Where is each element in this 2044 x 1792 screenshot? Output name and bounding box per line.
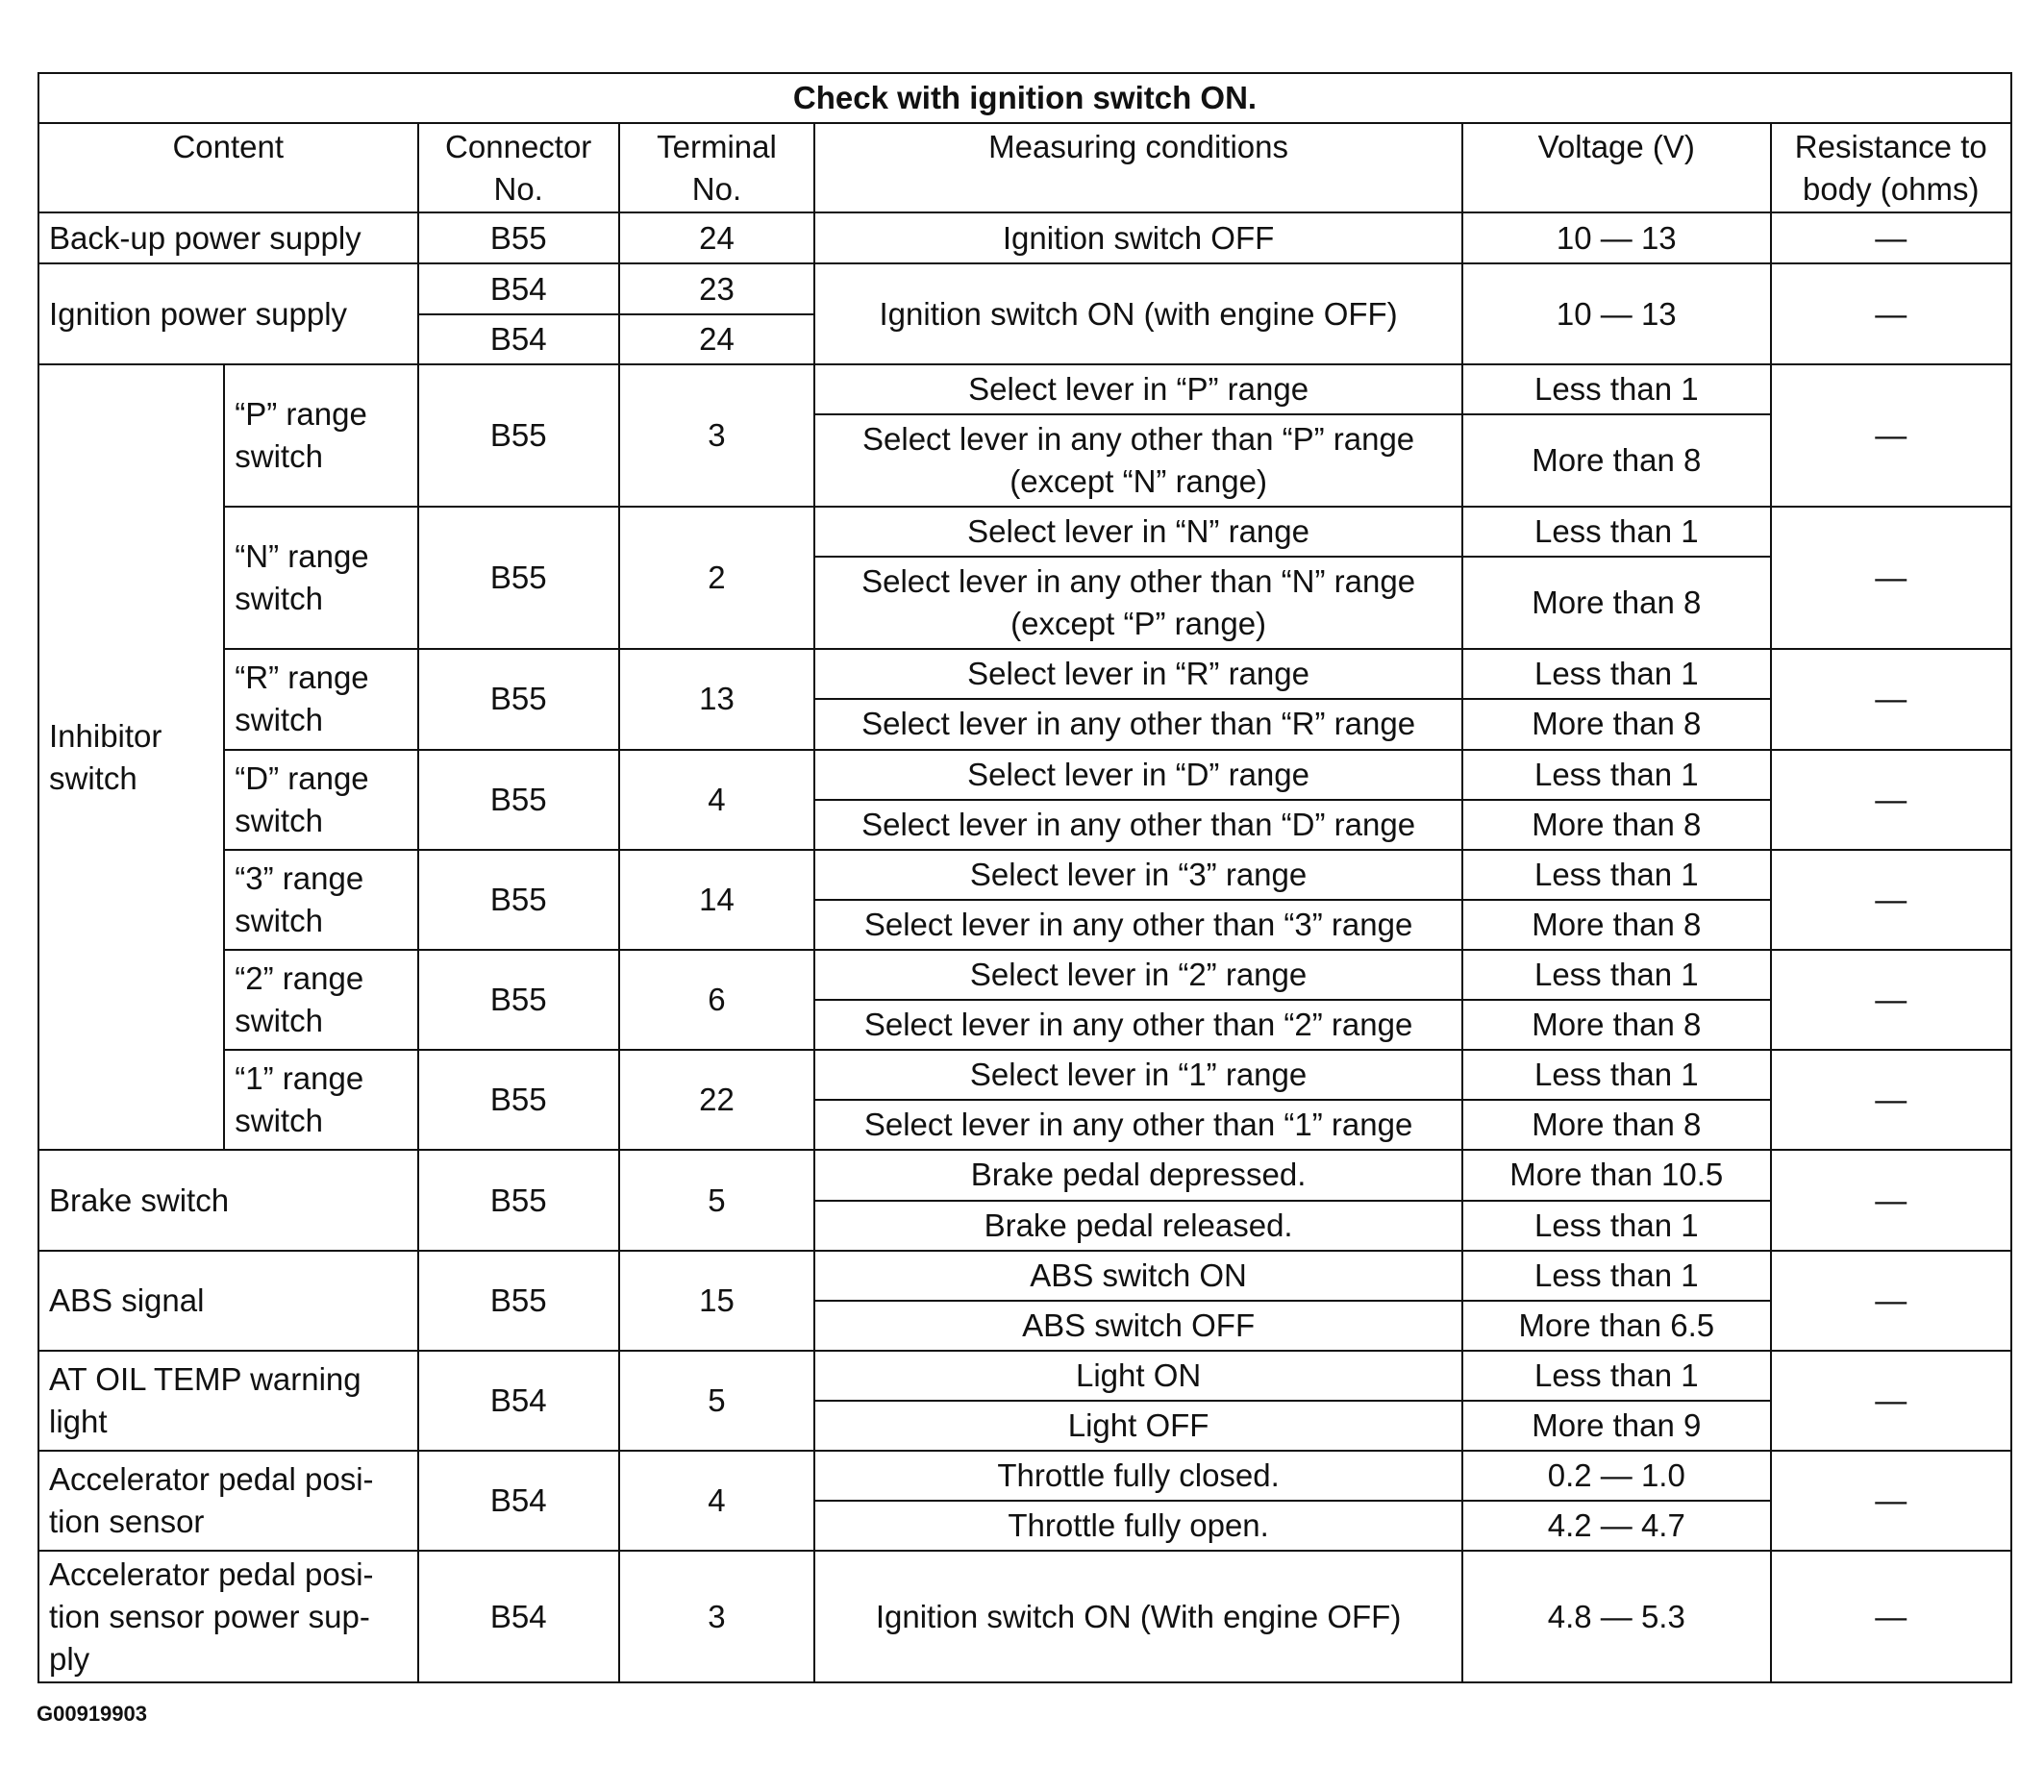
row-label: Accelerator pedal posi-tion sensor xyxy=(38,1451,418,1551)
terminal-cell: 2 xyxy=(619,507,814,649)
row-label: Accelerator pedal posi-tion sensor power sup-ply xyxy=(38,1551,418,1682)
connector-cell: B55 xyxy=(418,649,619,749)
resistance-cell: — xyxy=(1771,1551,2011,1682)
connector-cell: B55 xyxy=(418,750,619,850)
voltage-cell: More than 6.5 xyxy=(1462,1301,1770,1351)
terminal-cell: 4 xyxy=(619,1451,814,1551)
voltage-cell: 4.8 — 5.3 xyxy=(1462,1551,1770,1682)
condition-cell: Select lever in “2” range xyxy=(814,950,1462,1000)
voltage-cell: More than 8 xyxy=(1462,800,1770,850)
voltage-cell: 10 — 13 xyxy=(1462,212,1770,263)
terminal-cell: 4 xyxy=(619,750,814,850)
condition-cell: Select lever in any other than “3” range xyxy=(814,900,1462,950)
terminal-cell: 3 xyxy=(619,1551,814,1682)
condition-cell: Ignition switch OFF xyxy=(814,212,1462,263)
header-conditions: Measuring conditions xyxy=(814,123,1462,212)
voltage-cell: More than 8 xyxy=(1462,699,1770,749)
connector-cell: B55 xyxy=(418,950,619,1050)
voltage-cell: Less than 1 xyxy=(1462,649,1770,699)
connector-cell: B55 xyxy=(418,1050,619,1150)
condition-cell: Select lever in “1” range xyxy=(814,1050,1462,1100)
figure-code: G00919903 xyxy=(37,1702,147,1726)
table-row xyxy=(38,1251,2011,1301)
header-voltage: Voltage (V) xyxy=(1462,123,1770,212)
connector-cell: B55 xyxy=(418,850,619,950)
range-switch-label: “P” range switch xyxy=(224,364,417,507)
table-row xyxy=(38,1150,2011,1200)
terminal-cell: 6 xyxy=(619,950,814,1050)
connector-cell: B55 xyxy=(418,1251,619,1351)
voltage-cell: More than 8 xyxy=(1462,1100,1770,1150)
voltage-cell: More than 8 xyxy=(1462,414,1770,507)
condition-cell: Select lever in any other than “D” range xyxy=(814,800,1462,850)
condition-cell: Select lever in “3” range xyxy=(814,850,1462,900)
resistance-cell: — xyxy=(1771,507,2011,649)
resistance-cell: — xyxy=(1771,1150,2011,1250)
voltage-cell: Less than 1 xyxy=(1462,1201,1770,1251)
condition-cell: Ignition switch ON (with engine OFF) xyxy=(814,263,1462,363)
ignition-check-table xyxy=(37,72,2012,1683)
condition-cell: ABS switch ON xyxy=(814,1251,1462,1301)
row-label: Back-up power supply xyxy=(38,212,418,263)
condition-cell: Select lever in “D” range xyxy=(814,750,1462,800)
condition-cell: Brake pedal released. xyxy=(814,1201,1462,1251)
terminal-cell: 24 xyxy=(619,314,814,364)
condition-cell: Brake pedal depressed. xyxy=(814,1150,1462,1200)
terminal-cell: 14 xyxy=(619,850,814,950)
table-row xyxy=(38,1551,2011,1682)
connector-cell: B54 xyxy=(418,1351,619,1451)
voltage-cell: 4.2 — 4.7 xyxy=(1462,1501,1770,1551)
range-switch-label: “3” range switch xyxy=(224,850,417,950)
resistance-cell: — xyxy=(1771,1251,2011,1351)
table-row xyxy=(38,649,2011,699)
header-terminal: Terminal No. xyxy=(619,123,814,212)
resistance-cell: — xyxy=(1771,850,2011,950)
terminal-cell: 22 xyxy=(619,1050,814,1150)
voltage-cell: Less than 1 xyxy=(1462,1251,1770,1301)
voltage-cell: More than 8 xyxy=(1462,1000,1770,1050)
voltage-cell: Less than 1 xyxy=(1462,364,1770,414)
voltage-cell: More than 8 xyxy=(1462,557,1770,649)
condition-cell: Throttle fully closed. xyxy=(814,1451,1462,1501)
condition-cell: Throttle fully open. xyxy=(814,1501,1462,1551)
condition-cell: ABS switch OFF xyxy=(814,1301,1462,1351)
voltage-cell: More than 8 xyxy=(1462,900,1770,950)
table-row xyxy=(38,1451,2011,1501)
row-label: Brake switch xyxy=(38,1150,418,1250)
condition-cell: Select lever in any other than “P” range (except “N” range) xyxy=(814,414,1462,507)
terminal-cell: 23 xyxy=(619,263,814,313)
connector-cell: B54 xyxy=(418,263,619,313)
range-switch-label: “1” range switch xyxy=(224,1050,417,1150)
range-switch-label: “R” range switch xyxy=(224,649,417,749)
inhibitor-switch-label: Inhibitor switch xyxy=(38,364,224,1151)
resistance-cell: — xyxy=(1771,364,2011,507)
row-label: Ignition power supply xyxy=(38,263,418,363)
terminal-cell: 15 xyxy=(619,1251,814,1351)
voltage-cell: Less than 1 xyxy=(1462,1050,1770,1100)
voltage-cell: More than 9 xyxy=(1462,1401,1770,1451)
terminal-cell: 13 xyxy=(619,649,814,749)
voltage-cell: Less than 1 xyxy=(1462,850,1770,900)
connector-cell: B55 xyxy=(418,212,619,263)
connector-cell: B55 xyxy=(418,507,619,649)
range-switch-label: “N” range switch xyxy=(224,507,417,649)
table-row xyxy=(38,1050,2011,1100)
condition-cell: Select lever in any other than “N” range (except “P” range) xyxy=(814,557,1462,649)
connector-cell: B54 xyxy=(418,1551,619,1682)
connector-cell: B54 xyxy=(418,1451,619,1551)
condition-cell: Light ON xyxy=(814,1351,1462,1401)
voltage-cell: 0.2 — 1.0 xyxy=(1462,1451,1770,1501)
resistance-cell: — xyxy=(1771,950,2011,1050)
condition-cell: Light OFF xyxy=(814,1401,1462,1451)
resistance-cell: — xyxy=(1771,1351,2011,1451)
terminal-cell: 3 xyxy=(619,364,814,507)
voltage-cell: Less than 1 xyxy=(1462,750,1770,800)
voltage-cell: 10 — 13 xyxy=(1462,263,1770,363)
connector-cell: B55 xyxy=(418,364,619,507)
table-row xyxy=(38,750,2011,800)
header-resistance: Resistance to body (ohms) xyxy=(1771,123,2011,212)
condition-cell: Select lever in “N” range xyxy=(814,507,1462,557)
terminal-cell: 5 xyxy=(619,1150,814,1250)
header-content: Content xyxy=(38,123,418,212)
resistance-cell: — xyxy=(1771,263,2011,363)
table-row xyxy=(38,850,2011,900)
condition-cell: Ignition switch ON (With engine OFF) xyxy=(814,1551,1462,1682)
condition-cell: Select lever in any other than “2” range xyxy=(814,1000,1462,1050)
header-connector: Connector No. xyxy=(418,123,619,212)
condition-cell: Select lever in any other than “1” range xyxy=(814,1100,1462,1150)
connector-cell: B55 xyxy=(418,1150,619,1250)
table-row xyxy=(38,1351,2011,1401)
range-switch-label: “2” range switch xyxy=(224,950,417,1050)
voltage-cell: Less than 1 xyxy=(1462,950,1770,1000)
resistance-cell: — xyxy=(1771,1451,2011,1551)
row-label: AT OIL TEMP warning light xyxy=(38,1351,418,1451)
resistance-cell: — xyxy=(1771,1050,2011,1150)
resistance-cell: — xyxy=(1771,750,2011,850)
table-row xyxy=(38,507,2011,557)
table-row xyxy=(38,364,2011,414)
voltage-cell: Less than 1 xyxy=(1462,507,1770,557)
condition-cell: Select lever in “P” range xyxy=(814,364,1462,414)
table-title: Check with ignition switch ON. xyxy=(38,73,2011,123)
table-row xyxy=(38,212,2011,263)
table-row xyxy=(38,950,2011,1000)
terminal-cell: 24 xyxy=(619,212,814,263)
condition-cell: Select lever in “R” range xyxy=(814,649,1462,699)
resistance-cell: — xyxy=(1771,212,2011,263)
resistance-cell: — xyxy=(1771,649,2011,749)
connector-cell: B54 xyxy=(418,314,619,364)
voltage-cell: Less than 1 xyxy=(1462,1351,1770,1401)
row-label: ABS signal xyxy=(38,1251,418,1351)
terminal-cell: 5 xyxy=(619,1351,814,1451)
table-row xyxy=(38,263,2011,313)
range-switch-label: “D” range switch xyxy=(224,750,417,850)
voltage-cell: More than 10.5 xyxy=(1462,1150,1770,1200)
condition-cell: Select lever in any other than “R” range xyxy=(814,699,1462,749)
